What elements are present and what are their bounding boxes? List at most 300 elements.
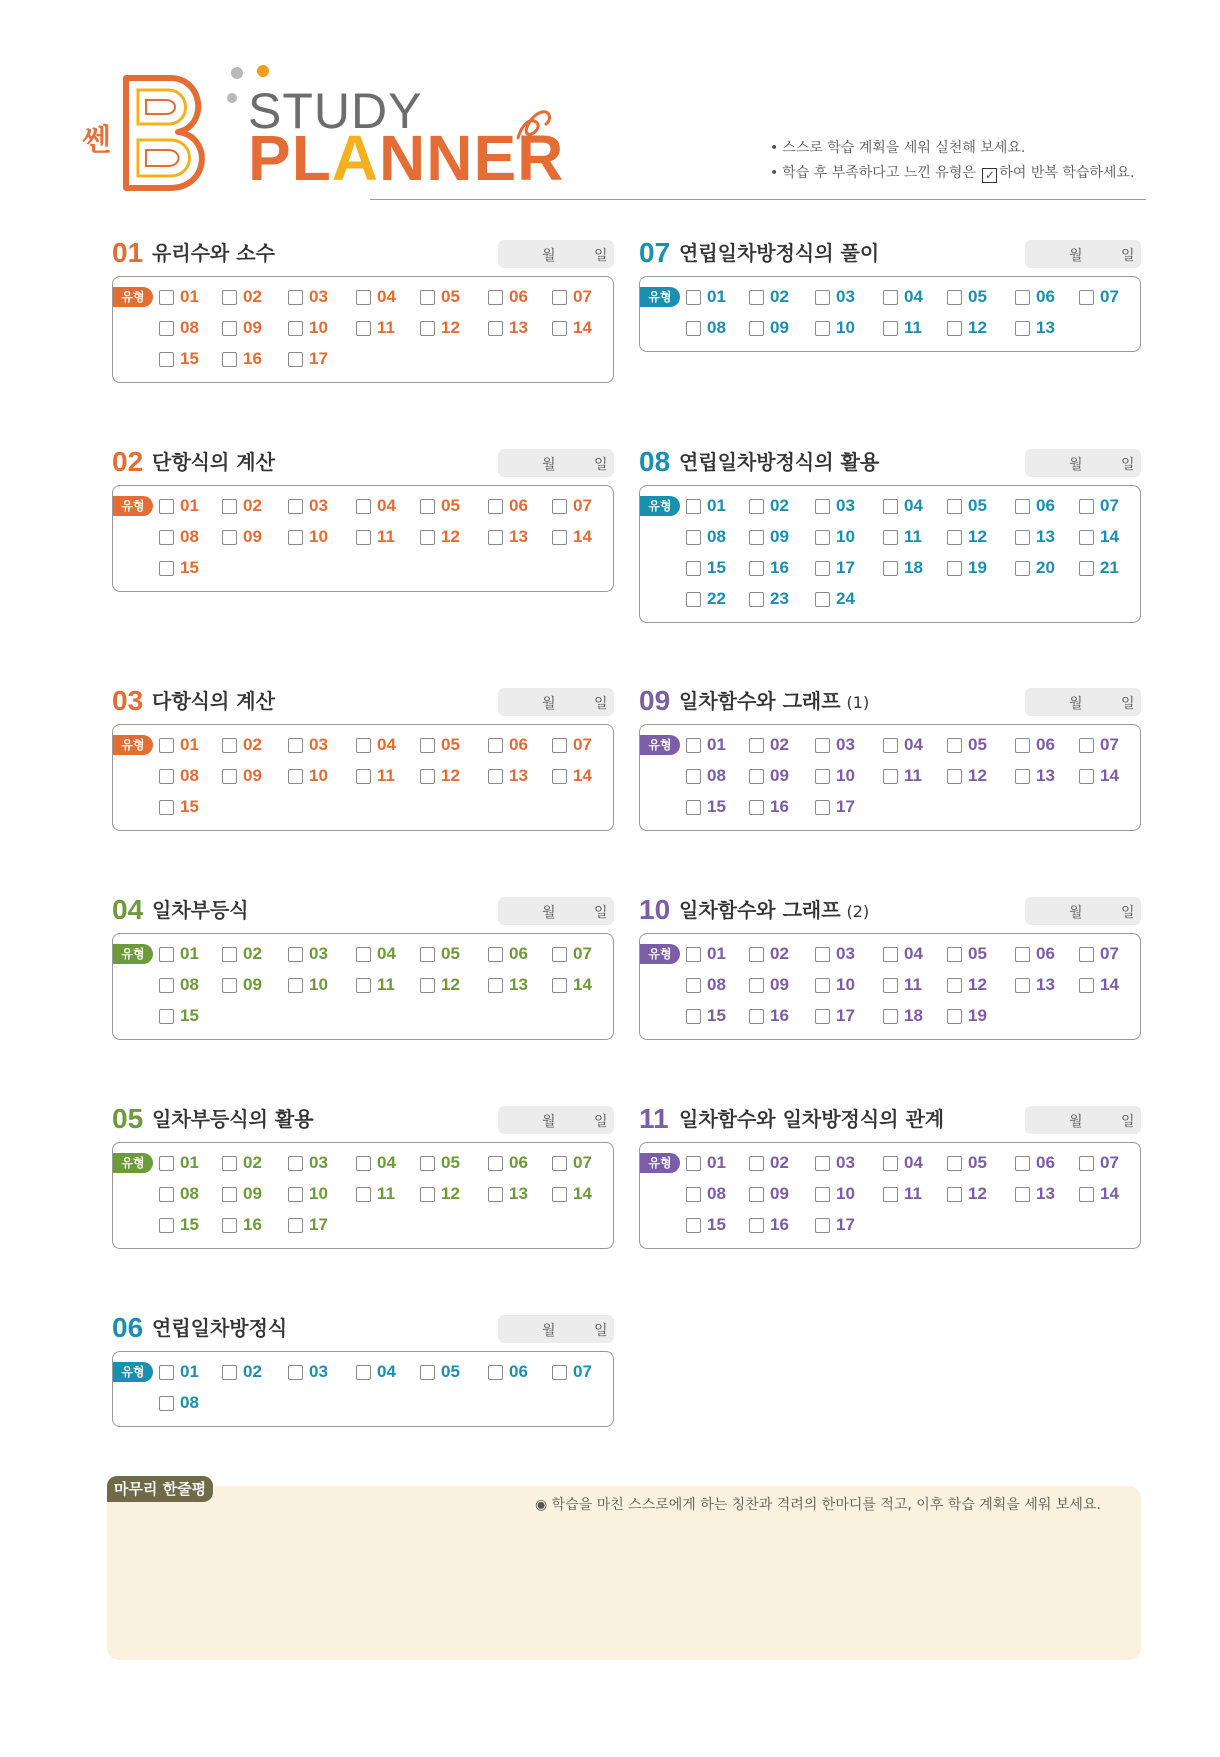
section-number: 02 (112, 446, 144, 477)
type-checkbox[interactable] (488, 1187, 503, 1202)
type-number: 13 (1036, 527, 1055, 546)
type-checklist (639, 724, 1141, 831)
type-number: 09 (770, 527, 789, 546)
type-checkbox[interactable] (552, 1187, 567, 1202)
type-checklist (112, 933, 614, 1040)
type-checkbox[interactable] (749, 769, 764, 784)
type-checklist (639, 485, 1141, 623)
type-number: 04 (904, 287, 923, 306)
type-checkbox[interactable] (288, 290, 303, 305)
type-checkbox[interactable] (288, 530, 303, 545)
type-checkbox[interactable] (288, 769, 303, 784)
type-number: 09 (770, 975, 789, 994)
type-checkbox[interactable] (159, 1187, 174, 1202)
type-checkbox[interactable] (883, 978, 898, 993)
day-label: 일 (1121, 457, 1135, 473)
type-number: 17 (836, 1006, 855, 1025)
type-checkbox[interactable] (686, 321, 701, 336)
type-checkbox[interactable] (947, 561, 962, 576)
section-number: 05 (112, 1103, 144, 1134)
type-number: 06 (509, 735, 528, 754)
type-checkbox[interactable] (288, 1365, 303, 1380)
type-number: 19 (968, 558, 987, 577)
type-checkbox[interactable] (552, 321, 567, 336)
type-number: 17 (309, 349, 328, 368)
instruction-1: • 스스로 학습 계획을 세워 실천해 보세요. (770, 140, 1026, 156)
type-checkbox[interactable] (686, 1218, 701, 1233)
type-checkbox[interactable] (356, 290, 371, 305)
type-checkbox[interactable] (222, 530, 237, 545)
type-number: 06 (1036, 944, 1055, 963)
type-checkbox[interactable] (420, 1187, 435, 1202)
type-checkbox[interactable] (686, 290, 701, 305)
type-number: 13 (509, 975, 528, 994)
type-checkbox[interactable] (552, 978, 567, 993)
type-checkbox[interactable] (288, 1187, 303, 1202)
type-checkbox[interactable] (159, 352, 174, 367)
type-checkbox[interactable] (159, 769, 174, 784)
type-checkbox[interactable] (420, 321, 435, 336)
type-checkbox[interactable] (815, 947, 830, 962)
type-checkbox[interactable] (222, 769, 237, 784)
type-checkbox[interactable] (159, 530, 174, 545)
type-checkbox[interactable] (159, 947, 174, 962)
type-checkbox[interactable] (686, 1009, 701, 1024)
type-number: 15 (707, 797, 726, 816)
type-checkbox[interactable] (749, 738, 764, 753)
section-header (639, 236, 1141, 270)
type-checkbox[interactable] (420, 738, 435, 753)
type-number: 23 (770, 589, 789, 608)
type-checkbox[interactable] (222, 1156, 237, 1171)
section-number: 03 (112, 685, 144, 716)
date-field[interactable] (1025, 449, 1141, 477)
type-checkbox[interactable] (288, 499, 303, 514)
type-checkbox[interactable] (947, 1009, 962, 1024)
type-checkbox[interactable] (222, 1187, 237, 1202)
type-checkbox[interactable] (1079, 561, 1094, 576)
type-checkbox[interactable] (356, 530, 371, 545)
type-number: 10 (836, 1184, 855, 1203)
type-checkbox[interactable] (947, 769, 962, 784)
type-checkbox[interactable] (815, 1156, 830, 1171)
type-number: 05 (441, 944, 460, 963)
type-checkbox[interactable] (1015, 978, 1030, 993)
section-title-suffix: (2) (846, 902, 870, 921)
type-number: 01 (180, 287, 199, 306)
type-checkbox[interactable] (222, 352, 237, 367)
type-number: 02 (243, 944, 262, 963)
review-note: ◉ 학습을 마친 스스로에게 하는 칭찬과 격려의 한마디를 적고, 이후 학습 계획을 세워 보세요. (535, 1497, 1101, 1513)
day-label: 일 (594, 248, 608, 264)
type-number: 09 (243, 527, 262, 546)
logo-planner-a: A (331, 122, 379, 194)
section-header (112, 236, 614, 270)
type-checkbox[interactable] (686, 947, 701, 962)
type-number: 08 (180, 318, 199, 337)
type-checkbox[interactable] (815, 769, 830, 784)
type-checkbox[interactable] (159, 1009, 174, 1024)
type-checkbox[interactable] (488, 947, 503, 962)
type-checkbox[interactable] (288, 1218, 303, 1233)
type-badge: 유형 (113, 1153, 153, 1173)
type-checkbox[interactable] (356, 1156, 371, 1171)
type-number: 15 (180, 797, 199, 816)
type-checkbox[interactable] (815, 561, 830, 576)
type-checkbox[interactable] (420, 978, 435, 993)
type-number: 11 (904, 766, 922, 785)
type-checkbox[interactable] (815, 1187, 830, 1202)
type-checkbox[interactable] (1079, 978, 1094, 993)
type-checkbox[interactable] (749, 978, 764, 993)
type-number: 04 (904, 944, 923, 963)
date-field[interactable] (498, 1106, 614, 1134)
type-checkbox[interactable] (1079, 1187, 1094, 1202)
type-number: 14 (1100, 1184, 1119, 1203)
type-checkbox[interactable] (749, 530, 764, 545)
type-checkbox[interactable] (222, 499, 237, 514)
type-number: 05 (968, 496, 987, 515)
type-number: 02 (770, 944, 789, 963)
type-number: 12 (968, 766, 987, 785)
type-checklist (112, 276, 614, 383)
type-checkbox[interactable] (488, 1156, 503, 1171)
type-checkbox[interactable] (356, 321, 371, 336)
type-checkbox[interactable] (288, 738, 303, 753)
type-checkbox[interactable] (159, 499, 174, 514)
type-checkbox[interactable] (420, 499, 435, 514)
type-checkbox[interactable] (883, 530, 898, 545)
type-checkbox[interactable] (1015, 321, 1030, 336)
type-checkbox[interactable] (552, 1365, 567, 1380)
date-field[interactable] (1025, 240, 1141, 268)
type-checkbox[interactable] (749, 290, 764, 305)
type-number: 09 (770, 1184, 789, 1203)
type-checkbox[interactable] (288, 352, 303, 367)
type-number: 08 (707, 975, 726, 994)
type-checkbox[interactable] (1015, 290, 1030, 305)
type-checkbox[interactable] (159, 978, 174, 993)
date-field[interactable] (498, 240, 614, 268)
type-number: 08 (180, 1184, 199, 1203)
type-checkbox[interactable] (1015, 769, 1030, 784)
type-number: 10 (309, 1184, 328, 1203)
type-number: 12 (968, 527, 987, 546)
type-number: 13 (509, 527, 528, 546)
type-checkbox[interactable] (749, 1009, 764, 1024)
type-number: 06 (1036, 735, 1055, 754)
type-checkbox[interactable] (815, 530, 830, 545)
type-checkbox[interactable] (686, 1187, 701, 1202)
date-field[interactable] (1025, 688, 1141, 716)
type-checkbox[interactable] (488, 530, 503, 545)
type-checkbox[interactable] (686, 499, 701, 514)
type-checkbox[interactable] (947, 1156, 962, 1171)
type-checkbox[interactable] (883, 561, 898, 576)
type-checkbox[interactable] (552, 290, 567, 305)
logo-dot-orange (257, 65, 269, 77)
type-checkbox[interactable] (159, 800, 174, 815)
section-title-text: 일차함수와 그래프 (679, 689, 841, 713)
type-number: 08 (180, 527, 199, 546)
type-number: 04 (377, 735, 396, 754)
type-checkbox[interactable] (815, 978, 830, 993)
section-header (112, 445, 614, 479)
type-checkbox[interactable] (356, 1365, 371, 1380)
day-label: 일 (594, 696, 608, 712)
type-checkbox[interactable] (222, 321, 237, 336)
type-checkbox[interactable] (159, 1218, 174, 1233)
type-checkbox[interactable] (356, 947, 371, 962)
type-checkbox[interactable] (552, 499, 567, 514)
type-number: 14 (573, 1184, 592, 1203)
type-checkbox[interactable] (222, 1218, 237, 1233)
type-checkbox[interactable] (488, 738, 503, 753)
type-checkbox[interactable] (488, 1365, 503, 1380)
type-checkbox[interactable] (159, 561, 174, 576)
type-number: 21 (1100, 558, 1119, 577)
type-checkbox[interactable] (1079, 738, 1094, 753)
type-number: 06 (509, 496, 528, 515)
type-checkbox[interactable] (420, 1365, 435, 1380)
type-checkbox[interactable] (1015, 1156, 1030, 1171)
type-checkbox[interactable] (947, 321, 962, 336)
date-field[interactable] (1025, 1106, 1141, 1134)
type-checkbox[interactable] (1015, 499, 1030, 514)
type-checkbox[interactable] (815, 738, 830, 753)
type-number: 09 (243, 318, 262, 337)
section-title (152, 1311, 287, 1345)
type-checklist (639, 933, 1141, 1040)
type-checkbox[interactable] (686, 561, 701, 576)
type-checkbox[interactable] (552, 738, 567, 753)
type-checkbox[interactable] (222, 1365, 237, 1380)
type-checkbox[interactable] (883, 499, 898, 514)
type-checkbox[interactable] (749, 947, 764, 962)
type-checkbox[interactable] (1079, 530, 1094, 545)
date-field[interactable] (498, 897, 614, 925)
type-checkbox[interactable] (288, 947, 303, 962)
type-checkbox[interactable] (686, 769, 701, 784)
type-number: 02 (243, 496, 262, 515)
date-field[interactable] (498, 449, 614, 477)
section-title-text: 연립일차방정식의 풀이 (679, 241, 880, 265)
type-checkbox[interactable] (947, 499, 962, 514)
type-checkbox[interactable] (1079, 1156, 1094, 1171)
type-number: 01 (707, 496, 726, 515)
type-checkbox[interactable] (1015, 530, 1030, 545)
section-header (639, 684, 1141, 718)
section-title-text: 일차함수와 일차방정식의 관계 (679, 1107, 945, 1131)
type-number: 01 (180, 496, 199, 515)
type-checkbox[interactable] (686, 738, 701, 753)
type-checkbox[interactable] (222, 947, 237, 962)
type-checkbox[interactable] (488, 321, 503, 336)
section-title-text: 일차부등식 (152, 898, 249, 922)
type-checkbox[interactable] (883, 738, 898, 753)
type-checkbox[interactable] (1015, 561, 1030, 576)
type-checkbox[interactable] (159, 290, 174, 305)
type-checkbox[interactable] (815, 592, 830, 607)
type-checkbox[interactable] (947, 947, 962, 962)
type-checkbox[interactable] (815, 499, 830, 514)
type-checkbox[interactable] (749, 592, 764, 607)
type-checkbox[interactable] (749, 1156, 764, 1171)
type-checkbox[interactable] (883, 1156, 898, 1171)
type-number: 04 (904, 735, 923, 754)
type-checkbox[interactable] (222, 978, 237, 993)
type-number: 17 (836, 797, 855, 816)
type-checkbox[interactable] (420, 290, 435, 305)
type-checkbox[interactable] (1015, 1187, 1030, 1202)
month-label: 월 (1069, 1114, 1083, 1130)
type-checkbox[interactable] (488, 499, 503, 514)
type-checklist (112, 485, 614, 592)
type-checkbox[interactable] (552, 530, 567, 545)
logo-planner-part-1: PL (248, 122, 332, 194)
type-checkbox[interactable] (815, 1009, 830, 1024)
type-checkbox[interactable] (749, 321, 764, 336)
type-checkbox[interactable] (1079, 499, 1094, 514)
type-checkbox[interactable] (356, 738, 371, 753)
type-checkbox[interactable] (1015, 738, 1030, 753)
date-field[interactable] (498, 688, 614, 716)
type-checkbox[interactable] (883, 1009, 898, 1024)
type-checkbox[interactable] (356, 1187, 371, 1202)
type-checkbox[interactable] (883, 1187, 898, 1202)
type-checkbox[interactable] (159, 1396, 174, 1411)
type-checkbox[interactable] (815, 290, 830, 305)
type-checkbox[interactable] (552, 947, 567, 962)
logo-prefix: 쎈 (82, 123, 109, 158)
type-checkbox[interactable] (815, 321, 830, 336)
type-number: 14 (1100, 766, 1119, 785)
type-number: 06 (1036, 287, 1055, 306)
type-checkbox[interactable] (883, 769, 898, 784)
type-number: 15 (180, 558, 199, 577)
type-checkbox[interactable] (159, 1365, 174, 1380)
type-checkbox[interactable] (686, 530, 701, 545)
type-checkbox[interactable] (488, 290, 503, 305)
section-header (112, 1102, 614, 1136)
type-checkbox[interactable] (420, 947, 435, 962)
type-number: 11 (904, 1184, 922, 1203)
type-checkbox[interactable] (420, 530, 435, 545)
type-number: 04 (377, 1362, 396, 1381)
type-number: 03 (836, 287, 855, 306)
type-checkbox[interactable] (420, 1156, 435, 1171)
unit-section-01 (112, 236, 614, 383)
type-checkbox[interactable] (686, 1156, 701, 1171)
type-number: 15 (180, 349, 199, 368)
type-checkbox[interactable] (356, 499, 371, 514)
type-checkbox[interactable] (883, 321, 898, 336)
type-checkbox[interactable] (947, 290, 962, 305)
section-title (152, 236, 275, 270)
type-checkbox[interactable] (552, 1156, 567, 1171)
type-checkbox[interactable] (222, 290, 237, 305)
type-checkbox[interactable] (1079, 769, 1094, 784)
type-checkbox[interactable] (749, 499, 764, 514)
day-label: 일 (1121, 696, 1135, 712)
type-checkbox[interactable] (488, 978, 503, 993)
type-checkbox[interactable] (947, 738, 962, 753)
date-field[interactable] (498, 1315, 614, 1343)
type-checkbox[interactable] (749, 1187, 764, 1202)
unit-section-02 (112, 445, 614, 592)
month-label: 월 (542, 696, 556, 712)
month-label: 월 (1069, 696, 1083, 712)
type-checkbox[interactable] (686, 800, 701, 815)
type-number: 07 (1100, 735, 1119, 754)
type-checkbox[interactable] (159, 738, 174, 753)
type-number: 17 (836, 558, 855, 577)
type-checkbox[interactable] (356, 769, 371, 784)
day-label: 일 (594, 1323, 608, 1339)
type-checkbox[interactable] (686, 978, 701, 993)
type-checkbox[interactable] (288, 1156, 303, 1171)
type-checkbox[interactable] (159, 1156, 174, 1171)
type-number: 15 (707, 558, 726, 577)
type-checkbox[interactable] (356, 978, 371, 993)
type-checkbox[interactable] (1079, 290, 1094, 305)
unit-section-10 (639, 893, 1141, 1040)
section-title (152, 445, 275, 479)
type-checkbox[interactable] (552, 769, 567, 784)
type-checkbox[interactable] (883, 947, 898, 962)
type-checkbox[interactable] (288, 321, 303, 336)
type-number: 22 (707, 589, 726, 608)
type-checkbox[interactable] (159, 321, 174, 336)
type-number: 06 (1036, 496, 1055, 515)
type-number: 13 (1036, 318, 1055, 337)
type-checkbox[interactable] (883, 290, 898, 305)
type-checkbox[interactable] (420, 769, 435, 784)
type-badge: 유형 (113, 735, 153, 755)
type-checkbox[interactable] (686, 592, 701, 607)
type-checkbox[interactable] (815, 800, 830, 815)
date-field[interactable] (1025, 897, 1141, 925)
type-checkbox[interactable] (288, 978, 303, 993)
type-checkbox[interactable] (947, 978, 962, 993)
type-checkbox[interactable] (947, 1187, 962, 1202)
type-number: 13 (1036, 766, 1055, 785)
type-checkbox[interactable] (815, 1218, 830, 1233)
type-checkbox[interactable] (222, 738, 237, 753)
type-number: 03 (309, 735, 328, 754)
type-checkbox[interactable] (488, 769, 503, 784)
type-number: 11 (377, 1184, 395, 1203)
day-label: 일 (594, 457, 608, 473)
type-checkbox[interactable] (749, 800, 764, 815)
month-label: 월 (542, 248, 556, 264)
type-number: 11 (904, 527, 922, 546)
unit-section-09 (639, 684, 1141, 831)
section-title (152, 1102, 314, 1136)
type-number: 12 (441, 766, 460, 785)
type-checkbox[interactable] (1015, 947, 1030, 962)
section-number: 01 (112, 237, 144, 268)
type-number: 09 (243, 1184, 262, 1203)
type-number: 10 (836, 766, 855, 785)
type-checkbox[interactable] (947, 530, 962, 545)
type-number: 14 (573, 527, 592, 546)
type-checkbox[interactable] (749, 1218, 764, 1233)
type-checkbox[interactable] (749, 561, 764, 576)
section-number: 07 (639, 237, 671, 268)
type-checkbox[interactable] (1079, 947, 1094, 962)
type-number: 01 (707, 735, 726, 754)
